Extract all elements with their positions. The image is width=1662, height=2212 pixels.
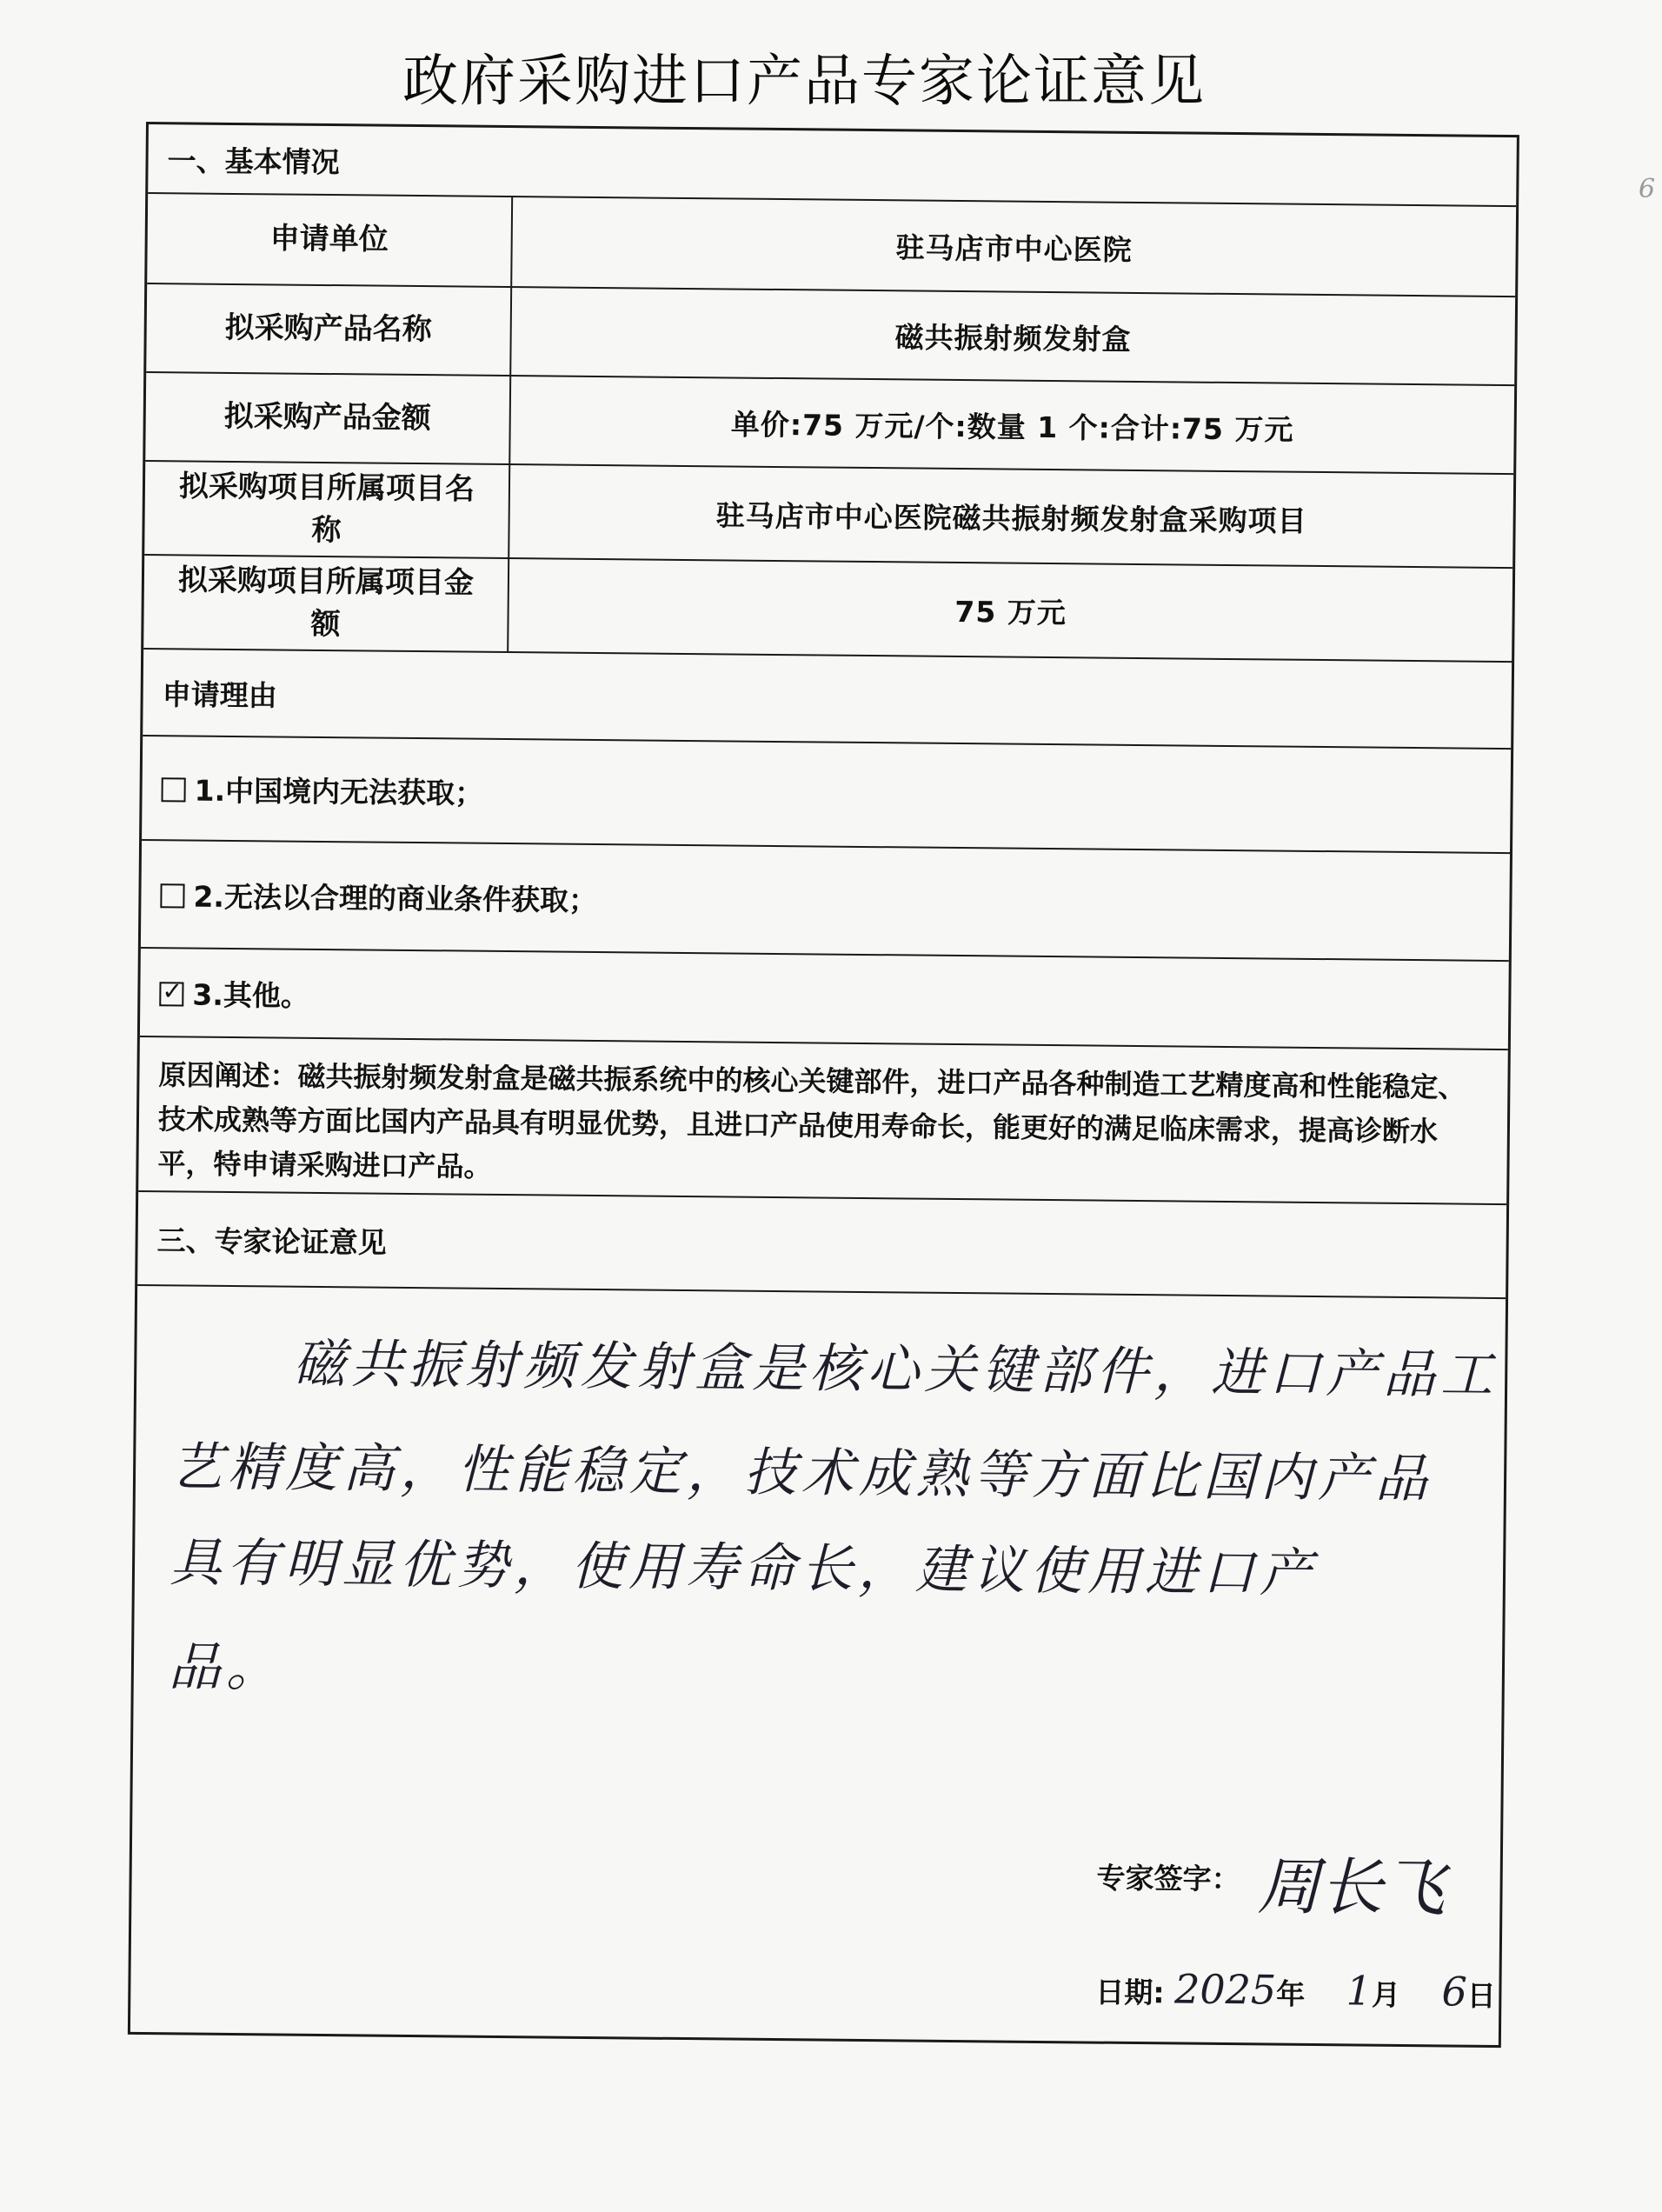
- date-year: 2025: [1173, 1965, 1277, 2014]
- date-label: 日期:: [1095, 1975, 1165, 2010]
- signature-block: [1096, 1835, 1446, 1929]
- checked-checkbox-icon[interactable]: [159, 982, 183, 1006]
- product-name-label: 拟采购产品名称: [146, 284, 512, 375]
- margin-mark: 6: [1639, 174, 1656, 204]
- table-row: [147, 194, 1516, 297]
- basic-section-header-row: [148, 124, 1517, 207]
- reason-option-row: [141, 841, 1510, 962]
- document-title: 政府采购进口产品专家论证意见: [402, 50, 1206, 114]
- handwritten-opinion-line: 品。: [168, 1636, 284, 1699]
- reasons-header-row: [143, 650, 1512, 750]
- form-table: [128, 122, 1519, 2048]
- project-amount-value: 75 万元: [954, 594, 1067, 630]
- reasons-header: 申请理由: [162, 676, 277, 712]
- date-day: 6: [1441, 1968, 1468, 2015]
- product-name-value: 磁共振射频发射盒: [894, 319, 1132, 356]
- applicant-value: 驻马店市中心医院: [895, 230, 1133, 267]
- reason-option-1: [161, 736, 484, 843]
- reason-option-label: 2.无法以合理的商业条件获取；: [193, 879, 598, 917]
- checkbox-icon[interactable]: [161, 777, 185, 802]
- reason-option-label: 3.其他。: [192, 977, 310, 1013]
- reason-option-2: [160, 841, 598, 951]
- date-block: [1095, 1965, 1496, 2015]
- table-row: [146, 284, 1515, 386]
- checkbox-icon[interactable]: [160, 883, 184, 908]
- explanation-row: [138, 1037, 1508, 1205]
- table-row: [145, 373, 1514, 475]
- handwritten-opinion-line: 具有明显优势，使用寿命长，建议使用进口产: [169, 1532, 1318, 1605]
- table-row: [144, 462, 1513, 569]
- date-month: 1: [1346, 1967, 1373, 2015]
- signature-image: 周长飞: [1257, 1849, 1446, 1925]
- project-name-value: 驻马店市中心医院磁共振射频发射盒采购项目: [715, 497, 1307, 538]
- reason-explanation: 原因阐述：磁共振射频发射盒是磁共振系统中的核心关键部件，进口产品各种制造工艺精度高和性能稳定、技术成熟等方面比国内产品具有明显优势，且进口产品使用寿命长，能更好的满足临床需求，提高诊断水平，特申请采购进口产品。: [157, 1058, 1466, 1184]
- product-amount-label: 拟采购产品金额: [145, 373, 511, 463]
- signature-label: 专家签字：: [1096, 1861, 1240, 1896]
- product-amount-value: 单价:75 万元/个:数量 1 个:合计:75 万元: [730, 406, 1294, 447]
- handwritten-opinion-line: 磁共振射频发射盒是核心关键部件，进口产品工: [292, 1333, 1499, 1406]
- expert-section-header: 三、专家论证意见: [156, 1223, 387, 1260]
- handwritten-opinion-line: 艺精度高，性能稳定，技术成熟等方面比国内产品: [170, 1436, 1433, 1510]
- reason-option-row: [140, 949, 1509, 1050]
- expert-opinion-area: [130, 1286, 1506, 2045]
- project-name-label: 拟采购项目所属项目名称: [144, 462, 510, 557]
- reason-option-row: [142, 736, 1511, 854]
- reason-option-3: [159, 949, 309, 1037]
- day-char: 日: [1466, 1978, 1496, 2014]
- reason-option-label: 1.中国境内无法获取；: [194, 773, 484, 810]
- basic-section-header: 一、基本情况: [167, 143, 340, 179]
- month-char: 月: [1371, 1977, 1401, 2012]
- expert-header-row: [137, 1192, 1506, 1299]
- project-amount-label: 拟采购项目所属项目金额: [143, 556, 509, 651]
- applicant-label: 申请单位: [147, 194, 513, 286]
- year-char: 年: [1275, 1976, 1306, 2011]
- table-row: [143, 556, 1512, 663]
